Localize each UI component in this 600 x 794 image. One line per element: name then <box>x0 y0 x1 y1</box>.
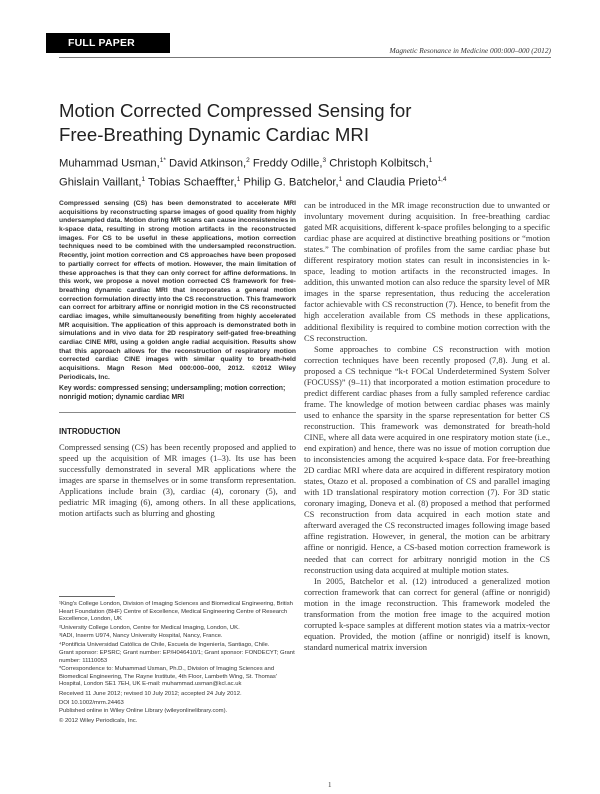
author-8: and Claudia Prieto <box>345 176 438 189</box>
author-3-affil: 3 <box>322 157 327 164</box>
body-paragraph-1: can be introduced in the MR image reconstruction due to unwanted or involuntary movement during acquisition. In free-breathing cardiac gated MR acquisitions, different k-space profiles belonging to a specific cardiac phase are acquired at distinctive breathing positions or “motion states.” The combination of profiles from the same cardiac phase but different respiratory motion states can result in inconsistencies in k-space, leading to motion artifacts in the reconstructed images. In addition, this unwanted motion can also reduce the sparsity level of MR images in the sparse representation, thus reducing the acceleration factor achievable with CS reconstruction (7). Hence, to benefit from the high acceleration available from CS methods in these applications, additional flexibility is required to combine motion correction with the CS reconstruction. <box>304 200 550 343</box>
affiliation-2: ²University College London, Centre for Medical Imaging, London, UK. <box>59 624 240 631</box>
author-4: Christoph Kolbitsch, <box>329 157 429 170</box>
body-paragraph-2: Some approaches to combine CS reconstruction with motion correction techniques have been recently proposed (7,8). Jung et al. proposed a CS technique “k-t FOCal Underdetermined System Solver (FOCUSS)” (9–11) that incorporated a motion estimation procedure to predict different cardiac phases from a fully sampled reference cardiac frame. The knowledge of motion between cardiac phases was mainly used to enhance the sparsity in the sparse representation for better CS reconstruction. This framework was demonstrated for breath-hold CINE, where all data were acquired in one respiratory motion state (i.e., end expiration) and hence, there was no issue of motion corruption due to inconsistencies among the acquired k-space data. For free-breathing 2D cardiac MRI where data are acquired in different respiratory motion states, Otazo et al. proposed a combination of CS and parallel imaging with 1D translational respiratory motion correction (7). For 3D static coronary imaging, Doneva et al. (8) proposed a method that performed CS reconstruction from data acquired in each motion state and afterward averaged the CS reconstructed images following image based affine registration. However, in general, the motion can be arbitrary affine or nonrigid. Hence, a CS-based motion correction framework is needed that can correct for arbitrary nonrigid motion in the CS reconstruction using data acquired at multiple motion states. <box>304 343 550 575</box>
author-4-affil: 1 <box>428 157 433 164</box>
affiliation-3: ³IADI, Inserm U974, Nancy University Hospital, Nancy, France. <box>59 633 223 640</box>
author-8-affil: 1,4 <box>437 176 447 184</box>
right-column <box>304 200 550 653</box>
footnotes <box>59 596 296 726</box>
title-line-2: Free-Breathing Dynamic Cardiac MRI <box>59 124 369 145</box>
journal-citation: Magnetic Resonance in Medicine 000:000–000 (2012) <box>389 46 551 55</box>
received-dates: Received 11 June 2012; revised 10 July 2012; accepted 24 July 2012. <box>59 691 242 698</box>
introduction-heading: INTRODUCTION <box>59 426 121 436</box>
author-3: Freddy Odille, <box>252 157 323 170</box>
page-number: 1 <box>328 781 332 789</box>
affiliation-1: ¹King's College London, Division of Imaging Sciences and Biomedical Engineering, British Heart Foundation (BHF) Centre of Excellence, Medical Engineering Centre of Research Excellence, London, UK <box>59 601 293 623</box>
author-7-affil: 1 <box>338 176 343 184</box>
author-2: David Atkinson, <box>169 157 247 170</box>
correspondence: *Correspondence to: Muhammad Usman, Ph.D., Division of Imaging Sciences and Biomedical Engineering, The Rayne Institute, 4th Floor, Lambeth Wing, St. Thomas' Hospital, London SE1 7EH, UK E-mail: muhammad.usman@kcl.ac.uk <box>59 666 277 688</box>
introduction-paragraph-1: Compressed sensing (CS) has been recently proposed and applied to speed up the acquisition of MR images (1–3). Its use has been successfully demonstrated in several MR applications where the images are sparse in themselves or in some transform representation. Applications include brain (3), cardiac (4), coronary (5), and pediatric MR imaging (6), among others. In all these applications, motion artifacts such as blurring and ghosting <box>59 441 296 519</box>
author-5-affil: 1 <box>141 176 146 184</box>
author-7: Philip G. Batchelor, <box>243 176 339 189</box>
grant-info: Grant sponsor: EPSRC; Grant number: EP/H046410/1; Grant sponsor: FONDECYT; Grant number: 11110053 <box>59 650 295 664</box>
affiliation-4: ⁴Pontificia Universidad Católica de Chile, Escuela de Ingeniería, Santiago, Chile. <box>59 641 270 648</box>
author-6: Tobias Schaeffter, <box>148 176 237 189</box>
abstract-separator <box>59 412 296 413</box>
author-1: Muhammad Usman, <box>59 157 160 170</box>
published-online: Published online in Wiley Online Library (wileyonlinelibrary.com). <box>59 708 228 715</box>
body-paragraph-3: In 2005, Batchelor et al. (12) introduced a generalized motion correction framework that can correct for general (affine or nonrigid) motion in the image reconstruction. This framework modeled the transformation from the motion free image to the acquired motion corrupted k-space samples at different motion states via a matrix-vector equation. Provided, the motion (affine or nonrigid) itself is known, standard numerical matrix inversion <box>304 575 550 652</box>
abstract-text: Compressed sensing (CS) has been demonstrated to accelerate MRI acquisitions by reconstructing sparse images of good quality from highly undersampled data. Motion during MR scans can cause inconsistencies in k-space data, resulting in strong motion artifacts in the reconstructed images. For CS to be useful in these applications, motion correction techniques need to be combined with the undersampled reconstruction. Recently, joint motion correction and CS approaches have been proposed to partially correct for effects of motion. However, the main limitation of these approaches is that they can only correct for affine deformations. In this work, we propose a novel motion corrected CS framework for free-breathing dynamic cardiac MRI that incorporates a general motion correction formulation directly into the CS reconstruction. This framework can correct for arbitrary affine or nonrigid motion in the CS reconstructed cardiac images, while simultaneously benefiting from highly accelerated MR acquisition. The application of this approach is demonstrated both in simulations and in vivo data for 2D respiratory self-gated free-breathing cardiac CINE MRI, using a golden angle radial acquisition. Results show that this approach allows for the reconstruction of respiratory motion corrected cardiac CINE images with similar quality to breath-held acquisitions. Magn Reson Med 000:000–000, 2012. ©2012 Wiley Periodicals, Inc. <box>59 200 296 381</box>
author-1-affil: 1* <box>159 157 166 164</box>
paper-title <box>59 99 519 147</box>
keywords: Key words: compressed sensing; undersampling; motion correction; nonrigid motion; dynamic cardiac MRI <box>59 385 286 402</box>
header-rule <box>59 57 551 58</box>
author-6-affil: 1 <box>236 176 241 184</box>
copyright: © 2012 Wiley Periodicals, Inc. <box>59 717 138 724</box>
author-5: Ghislain Vaillant, <box>59 176 142 189</box>
author-2-affil: 2 <box>246 157 250 164</box>
title-line-1: Motion Corrected Compressed Sensing for <box>59 100 412 121</box>
footnote-rule <box>59 596 115 597</box>
left-column <box>59 200 296 519</box>
author-list <box>59 153 539 191</box>
doi: DOI 10.1002/mrm.24463 <box>59 699 124 706</box>
article-type-badge: FULL PAPER <box>46 33 170 53</box>
